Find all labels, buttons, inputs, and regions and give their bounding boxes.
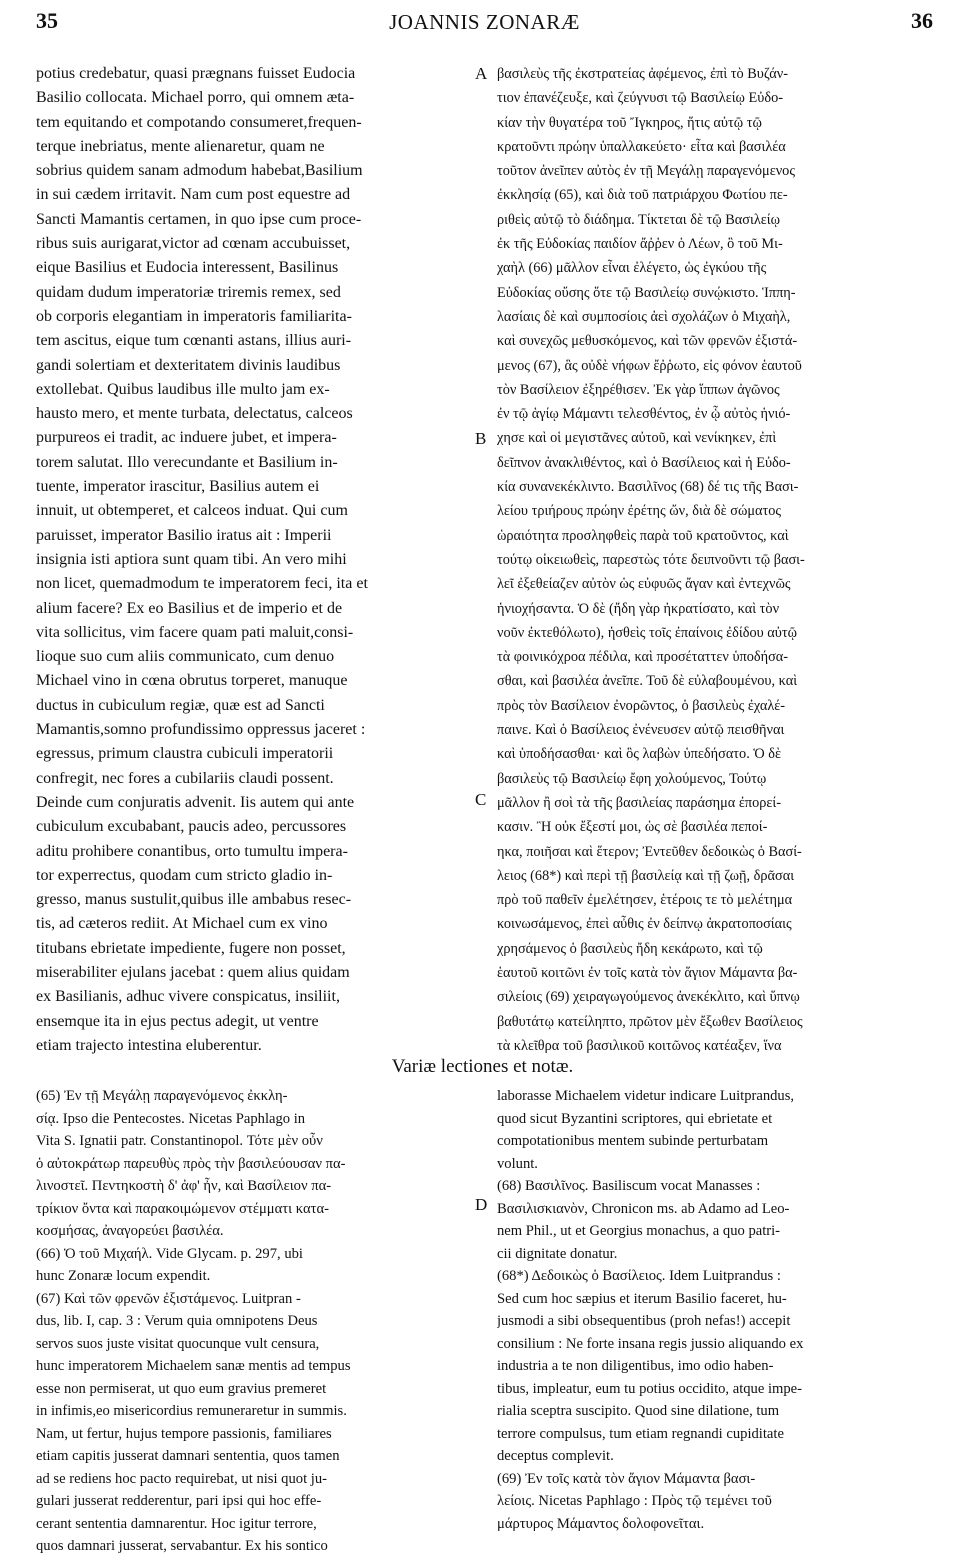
greek-text-line: χαὴλ (66) μᾶλλον εἶναι ἐλέγετο, ὡς ἐγκύου τῆς [497, 260, 767, 277]
note-line: cii dignitate donatur. [497, 1245, 618, 1262]
note-line: laborasse Michaelem videtur indicare Luitprandus, [497, 1088, 795, 1104]
latin-text-line: tuente, imperator irascitur, Basilius autem ei [36, 478, 320, 496]
greek-text-line: κίαν τὴν θυγατέρα τοῦ Ἴγκηρος, ἥτις αὐτῷ τῷ [497, 114, 762, 131]
latin-text-line: alium facere? Ex eo Basilius et de imperio et de [36, 599, 343, 617]
note-line: hunc Zonaræ locum expendit. [36, 1268, 211, 1284]
greek-text-line: Εὐδοκίας οὔσης ὅτε τῷ Βασιλείῳ συνῴκιστο. Ἱππη- [497, 284, 796, 301]
latin-text-line: tis, ad cæteros rediit. At Michael cum ex vino [36, 915, 328, 933]
greek-text-line: τούτῳ οἰκειωθεὶς, παρεστὼς τότε δειπνοῦντι τῷ βασι- [497, 551, 805, 568]
latin-text-line: eique Basilius et Eudocia interessent, Basilinus [36, 259, 339, 277]
latin-text-line: ex Basilianis, adhuc vivere conspicatus, insiliit, [36, 988, 340, 1006]
greek-text-line: τὸν Βασίλειον ἐξηρέθισεν. Ἐκ γὰρ ἵππων ἀγῶνος [497, 381, 780, 398]
latin-text-line: Deinde cum conjuratis advenit. Iis autem qui ante [36, 793, 355, 811]
greek-text-line: καὶ ὑποδήσασθαι· καὶ ὃς λαβὼν ὑπεδήσατο. Ὁ δὲ [497, 746, 781, 763]
greek-text-line: χρησάμενος ὁ βασιλεὺς ἤδη κεκάρωτο, καὶ τῷ [497, 940, 763, 957]
greek-text-line: νοῦν ἐκτεθόλωτο), ἡσθεὶς τοῖς ἐπαίνοις ἐδίδου αὐτῷ [497, 624, 798, 641]
greek-text-line: πρὸς τὸν Βασίλειον ἐνορῶντος, ὁ βασιλεὺς ἐχαλέ- [497, 697, 786, 714]
latin-text-line: Michael vino in cœna obrutus torperet, manuque [36, 672, 348, 690]
note-line: κοσμήσας, ἀναγορεύει βασιλέα. [36, 1223, 224, 1239]
page-number-left: 35 [36, 8, 58, 33]
notes-section-title: Variæ lectiones et notæ. [391, 1056, 574, 1077]
note-line: λινοστεῖ. Πεντηκοστὴ δ' ἀφ' ἦν, καὶ Βασίλειον πα- [36, 1178, 332, 1194]
note-line: (65) Ἐν τῇ Μεγάλῃ παραγενόμενος ἐκκλη- [36, 1088, 288, 1104]
greek-text-line: ἑαυτοῦ κοιτῶνι ἐν τοῖς κατὰ τὸν ἅγιον Μάμαντα βα- [497, 964, 798, 981]
latin-text-line: aditu prohibere conantibus, orto tumultu impera- [36, 842, 348, 860]
latin-text-line: non licet, quemadmodum te imperatorem feci, ita et [36, 575, 368, 593]
note-line: λείοις. Nicetas Paphlago : Πρὸς τῷ τεμένει τοῦ [497, 1493, 772, 1509]
greek-text-line: τοῦτον ἀνεῖπεν αὐτὸς ἐν τῇ Μεγάλῃ παραγενόμενος [497, 163, 795, 180]
running-title: JOANNIS ZONARÆ [389, 10, 580, 34]
greek-text-line: παινε. Καὶ ὁ Βασίλειος ἐνένευσεν αὐτῷ πεισθῆναι [497, 722, 785, 739]
note-line: nem Phil., ut et Georgius monachus, a quo patri- [497, 1223, 781, 1239]
greek-text-line: κία συνανεκέκλιντο. Βασιλῖνος (68) δέ τις τῆς Βασι- [497, 479, 799, 496]
latin-text-line: innuit, ut obtemperet, et calceos induat. Qui cum [36, 502, 348, 520]
latin-text-line: sobrius quidem sanam admodum habebat,Basilium [36, 162, 363, 180]
note-line: quos damnari jusserat, servabantur. Ex his sontico [36, 1538, 328, 1554]
latin-text-line: egressus, primum claustra cubiculi imperatorii [36, 745, 334, 763]
latin-text-line: ribus suis aurigarat,victor ad cœnam accubuisset, [36, 235, 351, 253]
notes-right-column [497, 1085, 937, 1535]
greek-text-line: βαθυτάτῳ κατείληπτο, πρῶτον μὲν ἔξωθεν Βασίλειος [497, 1013, 803, 1030]
note-line: (68) Βασιλῖνος. Basiliscum vocat Manasses : [497, 1178, 761, 1194]
note-line: tibus, impleatur, eum tu potius occidito, atque impe- [497, 1380, 803, 1397]
note-line: industria a te non diligentibus, imo odio haben- [497, 1358, 774, 1374]
latin-text-line: lioque suo cum aliis communicato, cum denuo [36, 648, 335, 666]
greek-text-line: λείου τριήρους πρώην ἐρέτης ὤν, διὰ δὲ σώματος [497, 503, 782, 520]
latin-text-line: paruisset, imperator Basilio iratus ait : Imperii [36, 526, 332, 544]
greek-text-line: χησε καὶ οἱ μεγιστᾶνες αὐτοῦ, καὶ νενίκηκεν, ἐπὶ [497, 430, 777, 447]
greek-text-line: πρὸ τοῦ παθεῖν ἐμελέτησεν, ἑτέροις τε τὸ μελέτημα [497, 892, 793, 909]
note-line: quod sicut Byzantini scriptores, qui ebrietate et [497, 1110, 773, 1127]
note-line: rialia sceptra suscipito. Quod sine dilatione, tum [497, 1403, 780, 1419]
note-line: Nam, ut fertur, hujus tempore passionis, familiares [36, 1425, 332, 1442]
greek-text-line: μενος (67), ἃς οὐδὲ νήφων ἔῤῥωτο, εἰς φόνον ἑαυτοῦ [497, 357, 802, 374]
greek-text-line: λειος (68*) καὶ περὶ τῇ βασιλείᾳ καὶ τῇ ζωῇ, δρᾶσαι [497, 867, 795, 884]
section-marker-d: D [475, 1195, 488, 1214]
section-marker-a: A [475, 64, 488, 83]
latin-text-line: insignia isti aptiora sunt quam tibi. An vero mihi [36, 550, 347, 568]
note-line: terrore compulsus, tum etiam regnandi cupiditate [497, 1425, 784, 1442]
note-line: (66) Ὁ τοῦ Μιχαήλ. Vide Glycam. p. 297, ubi [36, 1245, 303, 1262]
latin-text-line: Mamantis,somno profundissimo oppressus jaceret : [36, 721, 366, 739]
greek-text-line: ἐν τῷ ἁγίῳ Μάμαντι τελεσθέντος, ἐν ᾧ αὐτὸς ἡνιό- [497, 406, 791, 423]
latin-text-line: tem equitando et compotando consumeret,frequen- [36, 113, 362, 131]
greek-text-line: ἐκκλησίᾳ (65), καὶ διὰ τοῦ πατριάρχου Φωτίου πε- [497, 187, 788, 204]
latin-text-line: extollebat. Quibus laudibus ille multo jam ex- [36, 380, 330, 398]
note-line: (69) Ἐν τοῖς κατὰ τὸν ἅγιον Μάμαντα βασι- [497, 1470, 756, 1487]
greek-text-line: βασιλεὺς τῆς ἐκστρατείας ἀφέμενος, ἐπὶ τὸ Βυζάν- [497, 66, 788, 82]
latin-text-line: potius credebatur, quasi prægnans fuisset Eudocia [36, 65, 356, 82]
greek-text-line: λασίαις δὲ καὶ συμποσίοις ἀεὶ σχολάζων ὁ Μιχαὴλ, [497, 308, 791, 325]
greek-text-line: τὰ φοινικόχροα πέδιλα, καὶ προσέταττεν ὑποδήσα- [497, 649, 789, 666]
greek-text-line: ἡνιοχήσαντα. Ὁ δὲ (ἤδη γὰρ ἠκρατίσατο, καὶ τὸν [497, 600, 780, 617]
note-line: Βασιλισκιανὸν, Chronicon ms. ab Adamo ad Leo- [497, 1200, 790, 1217]
notes-left-column [36, 1085, 471, 1558]
note-line: consilium : Ne forte insana regis jussio aliquando ex [497, 1335, 804, 1352]
latin-text-line: gresso, manus sustulit,quibus ille ambabus resec- [36, 891, 352, 909]
greek-text-line: κασιν. Ἢ οὐκ ἔξεστί μοι, ὡς σὲ βασιλέα πεποί- [497, 819, 768, 836]
greek-column [497, 62, 935, 1058]
latin-text-line: cubiculum excubabant, paucis adeo, percussores [36, 818, 347, 836]
latin-text-line: ob corporis elegantiam in imperatoris familiarita- [36, 307, 352, 325]
latin-column [36, 62, 466, 1058]
latin-text-line: titubans ebrietate impediente, fugere non posset, [36, 939, 346, 957]
greek-text-line: δεῖπνον ἀνακλιθέντος, καὶ ὁ Βασίλειος καὶ ἡ Εὐδο- [497, 454, 791, 471]
greek-text-line: ηκα, ποιῆσαι καὶ ἕτερον; Ἐντεῦθεν δεδοικὼς ὁ Βασί- [497, 843, 802, 860]
note-line: ad se rediens hoc pacto requirebat, ut nisi quot ju- [36, 1470, 327, 1487]
greek-text-line: σθαι, καὶ βασιλέα ἀνεῖπε. Τοῦ δὲ εὐλαβουμένου, καὶ [497, 673, 798, 690]
note-line: τρίκιον ὄντα καὶ παρακοιμώμενον στέμματι κατα- [36, 1200, 329, 1217]
latin-text-line: tor experrectus, quodam cum stricto gladio in- [36, 866, 333, 884]
greek-text-line: κρατοῦντι πρώην ὑπαλλακεύετο· εἶτα καὶ βασιλέα [497, 138, 786, 155]
latin-text-line: Basilio collocata. Michael porro, qui omnem æta- [36, 89, 355, 107]
latin-text-line: ensemque ita in ejus pectus adegit, ut ventre [36, 1012, 319, 1030]
page-header [36, 8, 933, 48]
section-marker-b: B [475, 429, 487, 448]
latin-text-line: in sui cædem irritavit. Nam cum post equestre ad [36, 186, 351, 204]
note-line: (67) Καὶ τῶν φρενῶν ἐξιστάμενος. Luitpran - [36, 1290, 301, 1307]
greek-text-line: ὡραιότητα προσληφθεὶς παρὰ τοῦ κρατοῦντος, καὶ [497, 527, 789, 544]
note-line: compotationibus mentem subinde perturbatam [497, 1133, 769, 1149]
greek-text-line: ἐκ τῆς Εὐδοκίας παιδίον ἄῤῥεν ὁ Λέων, ὃ τοῦ Μι- [497, 236, 783, 253]
greek-text-line: τιον ἐπανέζευξε, καὶ ζεύγνυσι τῷ Βασιλείῳ Εὐδο- [497, 90, 784, 107]
note-line: ὁ αὐτοκράτωρ παρευθὺς πρὸς τὴν βασιλεύουσαν πα- [36, 1155, 346, 1172]
greek-text-line: λεῖ ἐξεθείαζεν αὐτὸν ὡς εὐφυῶς ἄγαν καὶ ἐντεχνῶς [497, 576, 791, 593]
greek-text-line: ριθεὶς αὐτῷ τὸ διάδημα. Τίκτεται δὲ τῷ Βασιλείῳ [497, 211, 781, 228]
greek-text-line: βασιλεὺς τῷ Βασιλείῳ ἔφη χολούμενος, Τούτῳ [497, 770, 767, 787]
latin-text-line: miserabiliter ejulans jacebat : quem alius quidam [36, 963, 350, 981]
latin-text-line: gandi solertiam et dexteritatem divinis laudibus [36, 356, 341, 374]
note-line: σίᾳ. Ipso die Pentecostes. Nicetas Paphlago in [36, 1110, 306, 1127]
note-line: volunt. [497, 1155, 538, 1172]
latin-text-line: torem salutat. Illo verecundante et Basilium in- [36, 453, 338, 471]
greek-text-line: σιλείοις (69) χειραγωγούμενος ἀνεκέκλιτο, καὶ ὕπνῳ [497, 989, 800, 1006]
note-line: etiam capitis jusserat damnari sententia, quos tamen [36, 1448, 340, 1464]
latin-text-line: quidam dudum imperatoriæ triremis remex, sed [36, 283, 341, 301]
greek-text-line: καὶ συνεχῶς μεθυσκόμενος, καὶ τῶν φρενῶν ἐξιστά- [497, 333, 798, 350]
greek-text-line: κοινωσάμενος, ἐπεὶ αὖθις ἐν δείπνῳ ἀκρατοποσίαις [497, 916, 792, 933]
latin-text-line: purpureos ei tradit, ac induere jubet, et impera- [36, 429, 337, 447]
note-line: dus, lib. I, cap. 3 : Verum quia omnipotens Deus [36, 1313, 318, 1329]
greek-text-line: μᾶλλον ἢ σοὶ τὰ τῆς βασιλείας παράσημα ἐπορεί- [497, 794, 781, 811]
note-line: cerant sententia damnarentur. Hoc igitur terrore, [36, 1515, 317, 1532]
latin-text-line: terque inebriatus, mente alienaretur, quam ne [36, 137, 325, 155]
latin-text-line: vita sollicitus, vim facere quam pati maluit,consi- [36, 623, 354, 641]
latin-text-line: tem ascitus, eique tum cœnanti astans, illius auri- [36, 332, 352, 350]
latin-text-line: etiam trajecto intestina eluberentur. [36, 1036, 262, 1054]
section-marker-c: C [475, 790, 487, 809]
greek-text-line: τὰ κλεῖθρα τοῦ βασιλικοῦ κοιτῶνος κατέαξεν, ἵνα [497, 1037, 782, 1054]
latin-text-line: confregit, nec fores a cubilariis claudi possent. [36, 769, 334, 787]
latin-text-line: hausto mero, et mente turbata, delectatus, calceos [36, 405, 353, 423]
note-line: servos suos juste visitat quocunque vult censura, [36, 1335, 320, 1352]
note-line: deceptus complevit. [497, 1448, 614, 1464]
note-line: (68*) Δεδοικὼς ὁ Βασίλειος. Idem Luitprandus : [497, 1268, 781, 1284]
note-line: in infimis,eo misericordius remuneraretur in summis. [36, 1403, 347, 1419]
note-line: jusmodi a sibi obsequentibus (proh nefas!) accepit [497, 1313, 791, 1329]
note-line: Vita S. Ignatii patr. Constantinopol. Τότε μὲν οὖν [36, 1133, 323, 1149]
note-line: Sed cum hoc sæpius et iterum Basilio faceret, hu- [497, 1290, 787, 1307]
page-number-right: 36 [911, 8, 933, 33]
latin-text-line: ductus in cubiculum regiæ, quæ est ad Sancti [36, 696, 325, 714]
latin-text-line: Sancti Mamantis certamen, in quo ipse cum proce- [36, 210, 362, 228]
note-line: gulari jusserat redderentur, pari ipsi qui hoc effe- [36, 1493, 322, 1509]
note-line: esse non permiserat, ut quo eum gravius premeret [36, 1380, 327, 1397]
note-line: hunc imperatorem Michaelem sanæ mentis ad tempus [36, 1358, 351, 1374]
note-line: μάρτυρος Μάμαντος δολοφονεῖται. [497, 1515, 705, 1532]
